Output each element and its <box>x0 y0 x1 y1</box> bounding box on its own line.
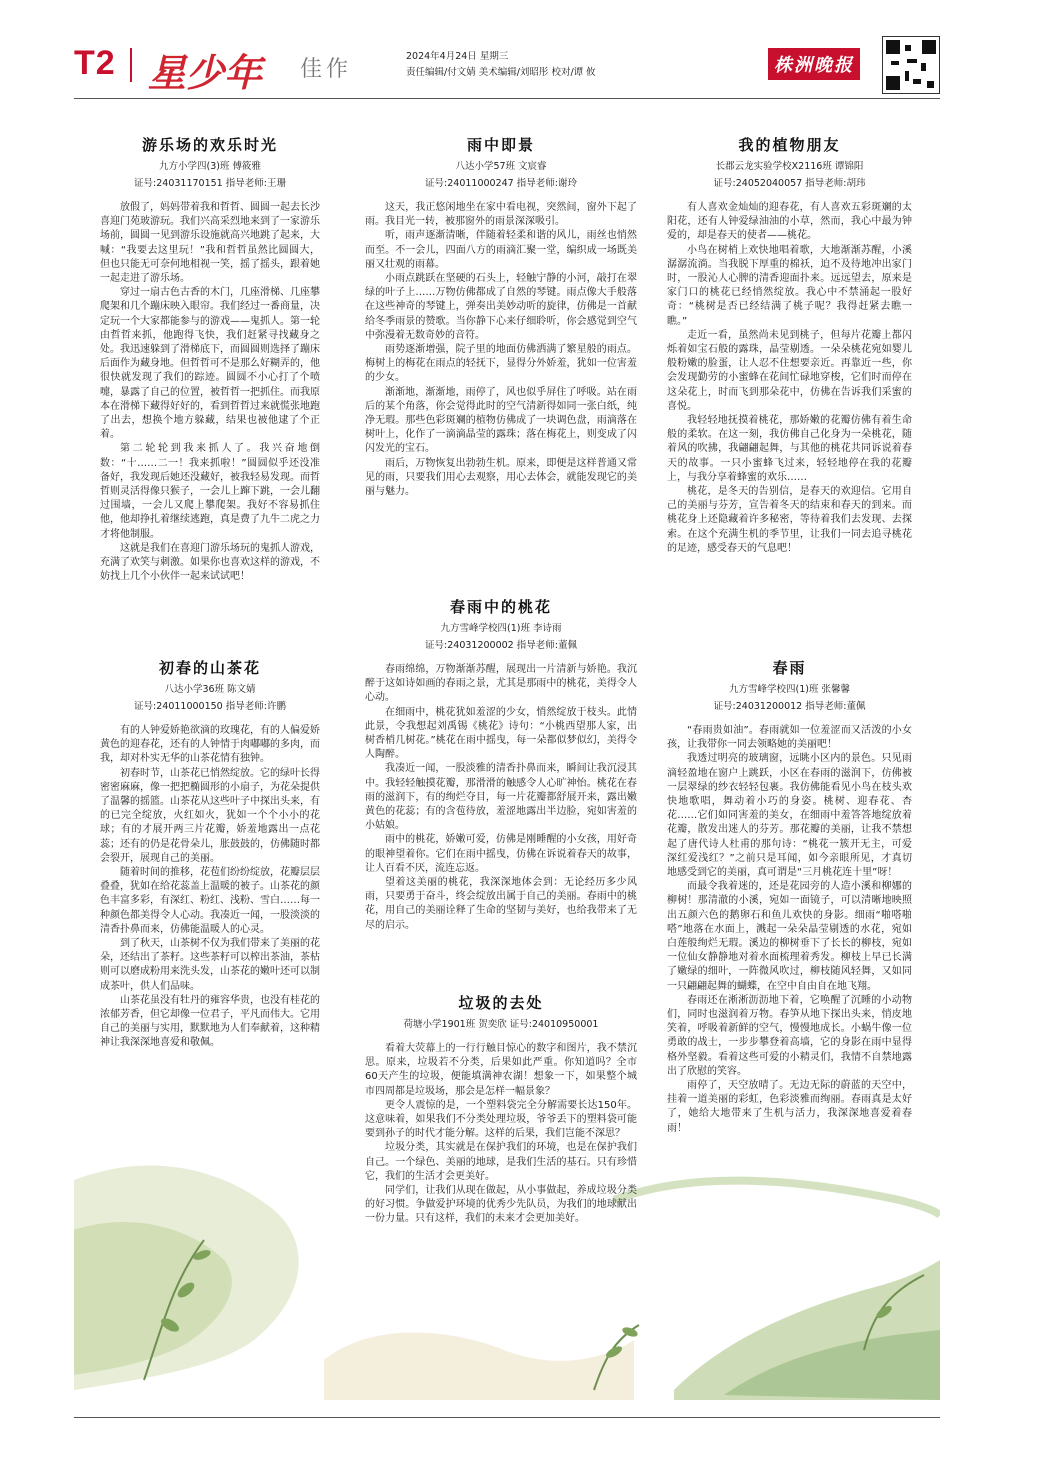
editor-credits: 责任编辑/付文婧 美术编辑/刘昭彤 校对/谭 攸 <box>406 67 596 78</box>
brand-logo: 星少年 <box>148 51 263 95</box>
article-byline: 九方小学四(3)班 傅筱雅 <box>159 161 261 172</box>
article-body <box>667 201 912 556</box>
paragraph: 桃花，是冬天的告别信，是春天的欢迎信。它用自己的美丽与芬芳，宣告着冬天的结束和春天的到来。而桃花身上还隐藏着许多秘密，等待着我们去发现、去探索。在这个充满生机的季节里，让我们一同去追寻桃花的足迹，感受春天的气息吧！ <box>667 486 912 554</box>
paragraph: 我透过明亮的玻璃窗，远眺小区内的景色。只见雨滴轻盈地在窗户上跳跃，小区在春雨的滋润下，仿佛被一层翠绿的纱衣轻轻包裹。我仿佛能看见小鸟在枝头欢快地歌唱，舞动着小巧的身姿。桃树、迎春花、杏花……它们如同害羞的美女，在细雨中羞答答地绽放着花瓣，散发出迷人的芬芳。那花瓣的美丽，让我不禁想起了唐代诗人杜甫的那句诗：“桃花一簇开无主，可爱深红爱浅红？”之前只是耳闻，如今亲眼所见，才真切地感受到它的美丽，真可谓是“三月桃花连十里”呀！ <box>667 753 912 879</box>
paragraph: 小雨点跳跃在坚硬的石头上，轻触宁静的小河，敲打在翠绿的叶子上……万物仿佛都成了自然的琴键。雨点像大手般落在这些神奇的琴键上，弹奏出美妙动听的旋律，仿佛是一首献给冬季雨景的赞歌。当你静下心来仔细聆听，你会感觉到空气中弥漫着无数奇妙的音符。 <box>365 273 637 341</box>
paragraph: 有人喜欢金灿灿的迎春花，有人喜欢五彩斑斓的太阳花，还有人钟爱绿油油的小草，然而，我心中最为钟爱的，却是春天的使者——桃花。 <box>667 202 912 242</box>
paragraph: 望着这美丽的桃花，我深深地体会到：无论经历多少风雨，只要勇于奋斗，终会绽放出属于自己的美丽。春雨中的桃花，用自己的美丽诠释了生命的坚韧与美好，也给我带来了无尽的启示。 <box>365 877 637 931</box>
article-amusement-park <box>100 134 320 584</box>
paragraph: 垃圾分类，其实就是在保护我们的环境，也是在保护我们自己。一个绿色、美丽的地球，是我们生活的基石。只有珍惜它，我们的生活才会更美好。 <box>365 1142 637 1182</box>
article-cert: 证号:24031200002 指导老师:董佩 <box>425 640 577 651</box>
article-title: 游乐场的欢乐时光 <box>141 136 278 154</box>
article-title: 春雨 <box>772 659 807 677</box>
section-title: 佳作 <box>300 57 353 82</box>
paragraph: “春雨贵如油”。春雨就如一位羞涩而又活泼的小女孩，让我带你一同去领略她的美丽吧！ <box>667 725 912 751</box>
article-body <box>365 201 637 499</box>
newspaper-masthead: 株洲晚报 <box>768 48 860 80</box>
article-cert: 证号:24011000150 指导老师:许鹏 <box>134 701 286 712</box>
article-cert: 证号:24031200012 指导老师:董佩 <box>713 701 866 712</box>
article-title: 垃圾的去处 <box>458 994 544 1012</box>
paragraph: 雨中的桃花，娇嫩可爱，仿佛是刚睡醒的小女孩，用好奇的眼神望着你。它们在雨中摇曳，仿佛在诉说着春天的故事，让人百看不厌，流连忘返。 <box>365 834 637 874</box>
paragraph: 小鸟在树梢上欢快地唱着歌，大地渐渐苏醒，小溪潺潺流淌。当我脱下厚重的棉袄，迫不及待地冲出家门时，一股沁人心脾的清香迎面扑来。远远望去，原来是家门口的桃花已经悄然绽放。我心中不禁涌起一股好奇：“桃树是否已经结满了桃子呢？我得赶紧去瞧一瞧。” <box>667 244 912 327</box>
paragraph: 春雨绵绵，万物渐渐苏醒，展现出一片清新与娇艳。我沉醉于这如诗如画的春雨之景，尤其是那雨中的桃花，美得令人心动。 <box>365 664 637 704</box>
paragraph: 山茶花虽没有牡丹的雍容华贵，也没有桂花的浓郁芳香，但它却像一位君子，平凡而伟大。它用自己的美丽与实用，默默地为人们奉献着，这种精神让我深深地喜爱和敬佩。 <box>100 994 320 1049</box>
article-cert: 证号:24031170151 指导老师:王珊 <box>134 178 286 189</box>
paragraph: 这就是我们在喜迎门游乐场玩的鬼抓人游戏，充满了欢笑与刺激。如果你也喜欢这样的游戏，不妨找上几个小伙伴一起来试试吧！ <box>100 542 320 583</box>
paragraph: 雨势逐渐增强，院子里的地面仿佛洒满了繁星般的雨点。梅树上的梅花在雨点的轻抚下，显得分外娇羞，犹如一位害羞的少女。 <box>365 344 637 384</box>
article-body <box>365 1042 637 1227</box>
article-body <box>100 201 320 584</box>
paragraph: 走近一看，虽然尚未见到桃子，但每片花瓣上都闪烁着如宝石般的露珠，晶莹剔透。一朵朵桃花宛如婴儿般粉嫩的脸蛋，让人忍不住想要亲近。再靠近一些，你会发现勤劳的小蜜蜂在花间忙碌地穿梭，它们时而停在这朵花上，时而飞到那朵花中，仿佛在告诉我们采蜜的喜悦。 <box>667 329 912 412</box>
paragraph: 我轻轻地抚摸着桃花，那娇嫩的花瓣仿佛有着生命般的柔软。在这一刻，我仿佛自己化身为一朵桃花，随着风的吹拂，我翩翩起舞，与其他的桃花共同诉说着春天的故事。一只小蜜蜂飞过来，轻轻地停在我的花瓣上，与我分享着蜂蜜的欢乐…… <box>667 415 912 483</box>
header-divider <box>130 48 132 82</box>
paragraph: 雨后，万物恢复出勃勃生机。原来，即便是这样普通又常见的雨，只要我们用心去观察，用心去体会，就能发现它的美丽与魅力。 <box>365 457 637 498</box>
page-code: T2 <box>74 44 116 82</box>
article-cert: 证号:24011000247 指导老师:谢玲 <box>425 178 577 189</box>
article-body <box>365 663 637 933</box>
article-body <box>100 724 320 1051</box>
paragraph: 雨停了，天空放晴了。无边无际的蔚蓝的天空中，挂着一道美丽的彩虹，色彩淡雅而绚丽。春雨真是太好了，她给大地带来了生机与活力，我深深地喜爱着春雨！ <box>667 1080 912 1134</box>
article-byline: 八达小学36班 陈文婧 <box>164 684 256 695</box>
paragraph: 同学们，让我们从现在做起，从小事做起，养成垃圾分类的好习惯。争做爱护环境的优秀少先队员，为我们的地球献出一份力量。只有这样，我们的未来才会更加美好。 <box>365 1185 637 1225</box>
paragraph: 而最令我着迷的，还是花园旁的人造小溪和柳娜的柳树！那清澈的小溪，宛如一面镜子，可以清晰地映照出五颜六色的鹅卵石和鱼儿欢快的身影。细雨“啪嗒啪嗒”地落在水面上，溅起一朵朵晶莹剔透的水花，宛如白莲般绚烂无瑕。溪边的柳树垂下了长长的柳枝，宛如一位仙女静静地对着水面梳理着秀发。柳枝上早已长满了嫩绿的细叶，一阵微风吹过，柳枝随风轻舞，又如同一只翩翩起舞的蝴蝶，在空中自由自在地飞翔。 <box>667 881 912 992</box>
paragraph: 第二轮轮到我来抓人了。我兴奋地倒数：“十……二一！我来抓啦！”圆圆似乎还没准备好，我发现后她还没藏好，被我轻易发现。而哲哲则灵活得像只猴子，一会儿上蹿下跳，一会儿翻过围墙，一会儿又爬上攀爬架。我好不容易抓住他，他却挣扎着继续逃跑，真是费了九牛二虎之力才将他制服。 <box>100 443 320 540</box>
article-plant-friend <box>667 134 912 556</box>
paragraph: 渐渐地，渐渐地，雨停了，风也似乎屏住了呼吸。站在雨后的某个角落，你会觉得此时的空气清新得如同一张白纸，纯净无瑕。那些色彩斑斓的植物仿佛成了一块调色盘，雨滴落在树叶上，化作了一滴滴晶莹的露珠；落在梅花上，则变成了闪闪发光的宝石。 <box>365 386 637 455</box>
article-byline: 荷塘小学1901班 贺奕欣 证号:24010950001 <box>403 1019 599 1030</box>
issue-date: 2024年4月24日 星期三 <box>406 51 509 62</box>
page-header <box>74 36 940 100</box>
article-byline: 九方雪峰学校四(1)班 张馨馨 <box>729 684 850 695</box>
article-title: 雨中即景 <box>466 136 535 154</box>
article-garbage <box>365 992 637 1227</box>
paragraph: 放假了，妈妈带着我和哲哲、圆圆一起去长沙喜迎门苑玻游玩。我们兴高采烈地来到了一家游乐场前，圆圆一见到游乐设施就高兴地跳了起来，大喊：“我要去这里玩！”我和哲哲虽然比圆圆大，但也只能无可奈何地相视一笑，摇了摇头，跟着她一起走进了游乐场。 <box>100 202 320 285</box>
paragraph: 春雨还在淅淅沥沥地下着，它唤醒了沉睡的小动物们，同时也滋润着万物。春笋从地下探出头来，悄皮地笑着，呼吸着新鲜的空气，慢慢地成长。小蜗牛像一位勇敢的战士，一步步攀登着高墙，它的身影在雨中显得格外坚毅。看着这些可爱的小精灵们，我情不自禁地露出了欣慰的笑容。 <box>667 994 912 1077</box>
qr-code-icon[interactable] <box>882 36 940 94</box>
paragraph: 看着大荧幕上的一行行触目惊心的数字和图片，我不禁沉思。原来，垃圾若不分类，后果如此严重。你知道吗？全市60天产生的垃圾，便能填满神农湖！想象一下，如果整个城市四周都是垃圾场，那会是怎样一幅景象？ <box>365 1043 637 1097</box>
paragraph: 在细雨中，桃花犹如羞涩的少女，悄然绽放于枝头。此情此景，令我想起刘禹锡《桃花》诗句：“小桃西望那人家，出树香梢几树花。”桃花在雨中摇曳，每一朵都似梦似幻，美得令人陶醉。 <box>365 706 637 761</box>
article-cert: 证号:24052040057 指导老师:胡玮 <box>713 178 866 189</box>
article-byline: 八达小学57班 文宸睿 <box>455 161 547 172</box>
paragraph: 初春时节，山茶花已悄然绽放。它的绿叶长得密密麻麻，像一把把椭圆形的小扇子，为花朵提供了温馨的摇篮。山茶花从这些叶子中探出头来，有的已完全绽放，火红如火，犹如一个个小小的花球；有的才展开两三片花瓣，娇羞地露出一点花蕊；还有的仍是花骨朵儿，胀鼓鼓的，仿佛随时都会裂开，展现自己的美丽。 <box>100 767 320 864</box>
paragraph: 随着时间的推移，花苞们纷纷绽放，花瓣层层叠叠，犹如在给花蕊盖上温暖的被子。山茶花的颜色丰富多彩，有深红、粉红、浅粉、雪白……每一种颜色都美得令人心动。我凑近一闻，一股淡淡的清香扑鼻而来，仿佛能温暖人的心灵。 <box>100 867 320 935</box>
article-title: 我的植物朋友 <box>738 136 841 154</box>
paragraph: 穿过一扇古色古香的木门，几座滑梯、几座攀爬架和几个蹦床映入眼帘。我们经过一番商量，决定玩一个大家都能参与的游戏——鬼抓人。第一轮由哲哲来抓，他跑得飞快，我们赶紧寻找藏身之处。我迅速躲到了滑梯底下，而圆圆则选择了蹦床后面作为藏身地。但哲哲可不是那么好糊弄的，他很快就发现了我们的踪迹。圆圆不小心打了个喷嚏，暴露了自己的位置，被哲哲一把抓住。而我原本在滑梯下藏得好好的，看到哲哲过来就慌张地跑了出去，想换个地方躲藏，结果也被他逮了个正着。 <box>100 287 320 441</box>
article-title: 初春的山茶花 <box>158 659 261 677</box>
article-title: 春雨中的桃花 <box>449 598 552 616</box>
article-rain-scene <box>365 134 637 499</box>
article-body <box>667 724 912 1136</box>
article-spring-rain <box>667 657 912 1136</box>
article-peach-rain <box>365 596 637 933</box>
paragraph: 有的人钟爱娇艳欲滴的玫瑰花，有的人偏爱娇黄色的迎春花，还有的人钟情于肉嘟嘟的多肉，而我，却对朴实无华的山茶花情有独钟。 <box>100 725 320 765</box>
paragraph: 我凑近一闻，一股淡雅的清香扑鼻而来，瞬间让我沉浸其中。我轻轻触摸花瓣，那滑滑的触感令人心旷神怡。桃花在春雨的滋润下，有的绚烂夺目，每一片花瓣都舒展开来，露出嫩黄色的花蕊；有的含苞待放，羞涩地露出半边脸，宛如害羞的小姑娘。 <box>365 763 637 832</box>
article-camellia <box>100 657 320 1051</box>
footer-rule <box>74 1417 940 1418</box>
article-byline: 长郡云龙实验学校X2116班 谭锦阳 <box>715 161 864 172</box>
header-rule <box>74 98 940 99</box>
paragraph: 到了秋天，山茶树不仅为我们带来了美丽的花朵，还结出了茶籽。这些茶籽可以榨出茶油，茶枯则可以磨成粉用来洗头发，山茶花的嫩叶还可以制成茶叶，供人们品味。 <box>100 938 320 992</box>
paragraph: 更令人震惊的是，一个塑料袋完全分解需要长达150年。这意味着，如果我们不分类处理垃圾，爷爷丢下的塑料袋可能要到孙子的时代才能分解。这样的后果，我们岂能不深思？ <box>365 1099 637 1140</box>
article-byline: 九方雪峰学校四(1)班 李诗雨 <box>440 623 562 634</box>
paragraph: 这天，我正悠闲地坐在家中看电视，突然间，窗外下起了雨。我目光一转，被那窗外的雨景深深吸引。 <box>365 202 637 228</box>
paragraph: 听，雨声逐渐清晰，伴随着轻柔和谐的风儿，雨丝也悄然而至。不一会儿，四面八方的雨滴汇聚一堂，编织成一场既美丽又壮观的雨幕。 <box>365 230 637 270</box>
